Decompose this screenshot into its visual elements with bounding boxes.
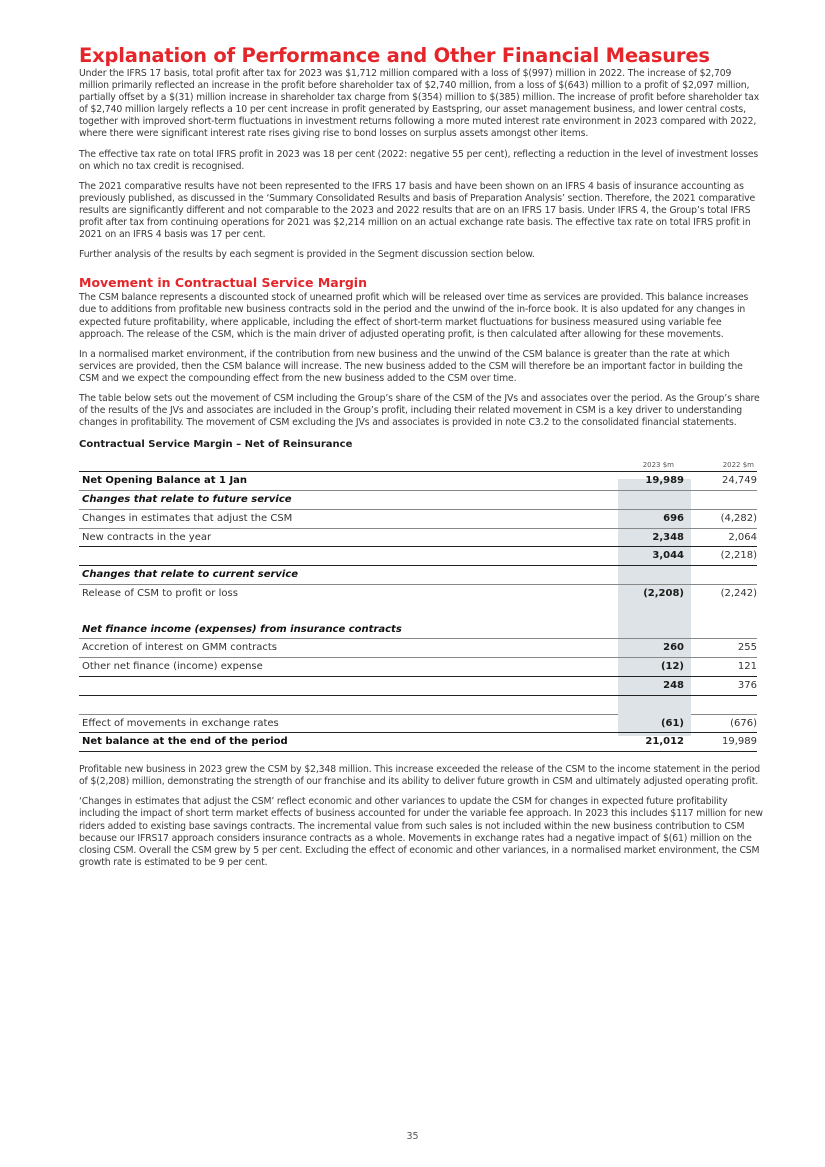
paragraph: Further analysis of the results by each segment is provided in the Segment discussion section below. <box>79 249 535 261</box>
value-2023: 19,989 <box>645 475 684 487</box>
table-row <box>79 621 757 640</box>
csm-table <box>79 459 757 752</box>
paragraph: ‘Changes in estimates that adjust the CSM’ reflect economic and other variances to update the CSM for changes in expected future profitability including the impact of short term market effects of business accounted for under the variable fee approach. In 2023 this includes $117 million for new riders added to existing base savings contracts. The incremental value from such sales is not included within the new business contribution to CSM because our IFRS17 approach considers insurance contracts as a whole. Movements in exchange rates had a negative impact of $(61) million on the closing CSM. Overall the CSM grew by 5 per cent. Excluding the effect of economic and other variances, in a normalised market environment, the CSM growth rate is estimated to be 9 per cent. <box>79 796 763 868</box>
row-label: Effect of movements in exchange rates <box>82 717 279 729</box>
value-2022: (676) <box>730 717 757 729</box>
table-row <box>79 491 757 510</box>
value-2023: 696 <box>663 512 684 524</box>
paragraph: The effective tax rate on total IFRS profit in 2023 was 18 per cent (2022: negative 55 per cent), reflecting a reduction in the level of investment losses on which no tax credit is recognised. <box>79 148 759 172</box>
page-title: Explanation of Performance and Other Financial Measures <box>79 44 710 67</box>
value-2023: 21,012 <box>645 736 684 748</box>
row-label: Net finance income (expenses) from insurance contracts <box>82 623 402 635</box>
value-2023: (12) <box>660 661 684 673</box>
table-row <box>79 658 757 677</box>
col-header-2023: 2023 $m <box>642 461 674 470</box>
table-row <box>79 715 757 734</box>
row-label: Changes that relate to current service <box>82 569 299 581</box>
value-2022: 376 <box>737 680 757 692</box>
paragraph: The 2021 comparative results have not been represented to the IFRS 17 basis and have been shown on an IFRS 4 basis of insurance accounting as previously published, as discussed in the ‘Summary Consolidated Results and basis of Preparation Analysis’ section. Therefore, the 2021 comparative results are significantly different and not comparable to the 2023 and 2022 results that are on an IFRS 17 basis. Under IFRS 4, the Group’s total IFRS profit after tax from continuing operations for 2021 was $2,214 million on an actual exchange rate basis. The effective tax rate on total IFRS profit in 2021 on an IFRS 4 basis was 17 per cent. <box>79 180 756 241</box>
row-label: New contracts in the year <box>82 531 212 543</box>
table-title: Contractual Service Margin – Net of Reinsurance <box>79 439 353 451</box>
row-label: Other net finance (income) expense <box>82 661 263 673</box>
subtotal-row <box>79 677 757 696</box>
value-2022: 255 <box>737 642 757 654</box>
table-row <box>79 471 757 491</box>
value-2022: (2,218) <box>720 550 757 562</box>
value-2023: (61) <box>660 717 684 729</box>
table-row <box>79 510 757 529</box>
value-2022: 2,064 <box>728 531 757 543</box>
paragraph: The table below sets out the movement of CSM including the Group’s share of the CSM of the JVs and associates over the period. As the Group’s share of the results of the JVs and associates are included in the Group’s profit, including their related movement in CSM is a key driver to understanding changes in profitability. The movement of CSM excluding the JVs and associates is provided in note C3.2 to the consolidated financial statements. <box>79 392 760 429</box>
value-2023: 2,348 <box>652 531 684 543</box>
value-2023: 3,044 <box>652 550 684 562</box>
row-label: Net Opening Balance at 1 Jan <box>82 475 248 487</box>
value-2022: 24,749 <box>722 475 757 487</box>
subtotal-row <box>79 547 757 566</box>
value-2022: (2,242) <box>720 588 757 600</box>
row-label: Changes that relate to future service <box>82 494 292 506</box>
table-row <box>79 566 757 585</box>
table-row <box>79 529 757 548</box>
value-2023: 248 <box>663 680 684 692</box>
table-row <box>79 639 757 658</box>
table-row <box>79 585 757 603</box>
paragraph: In a normalised market environment, if the contribution from new business and the unwind of the CSM balance is greater than the rate at which services are provided, then the CSM balance will increase. The new business added to the CSM will therefore be an important factor in building the CSM and we expect the compounding effect from the new business added to the CSM over time. <box>79 348 743 384</box>
paragraph: Profitable new business in 2023 grew the CSM by $2,348 million. This increase exceeded the release of the CSM to the income statement in the period of $(2,208) million, demonstrating the strength of our franchise and its ability to deliver future growth in CSM and ultimately adjusted operating profit. <box>79 764 761 788</box>
value-2022: (4,282) <box>720 512 757 524</box>
row-label: Release of CSM to profit or loss <box>82 588 238 600</box>
row-label: Accretion of interest on GMM contracts <box>82 642 277 654</box>
section-heading: Movement in Contractual Service Margin <box>79 275 367 291</box>
paragraph: The CSM balance represents a discounted stock of unearned profit which will be released over time as services are provided. This balance increases due to additions from profitable new business contracts sold in the period and the unwind of the in-force book. It is also updated for any changes in expected future profitability, where applicable, including the effect of short-term market fluctuations for business measured using variable fee approach. The release of the CSM, which is the main driver of adjusted operating profit, is then calculated after allowing for these movements. <box>79 292 749 340</box>
total-row <box>79 733 757 752</box>
value-2022: 19,989 <box>722 736 757 748</box>
col-header-2022: 2022 $m <box>722 461 754 470</box>
value-2023: 260 <box>663 642 684 654</box>
table-header <box>79 459 757 471</box>
page-body <box>79 44 764 869</box>
page-number: 35 <box>406 1131 419 1142</box>
row-label: Changes in estimates that adjust the CSM <box>82 512 293 524</box>
value-2023: (2,208) <box>643 588 684 600</box>
paragraph: Under the IFRS 17 basis, total profit after tax for 2023 was $1,712 million compared with a loss of $(997) million in 2022. The increase of $2,709 million primarily reflected an increase in the profit before shareholder tax of $2,740 million, from a loss of $(643) million to a profit of $2,097 million, partially offset by a $(31) million increase in shareholder tax charge from $(354) million to $(385) million. The increase of profit before shareholder tax of $2,740 million largely reflects a 10 per cent increase in profit generated by Eastspring, our asset management business, and lower central costs, together with improved short-term fluctuations in investment returns following a more muted interest rate environment in 2023 compared with 2022, where there were significant interest rate rises giving rise to bond losses on surplus assets amongst other items. <box>79 68 760 140</box>
value-2022: 121 <box>737 661 757 673</box>
row-label: Net balance at the end of the period <box>82 736 288 748</box>
